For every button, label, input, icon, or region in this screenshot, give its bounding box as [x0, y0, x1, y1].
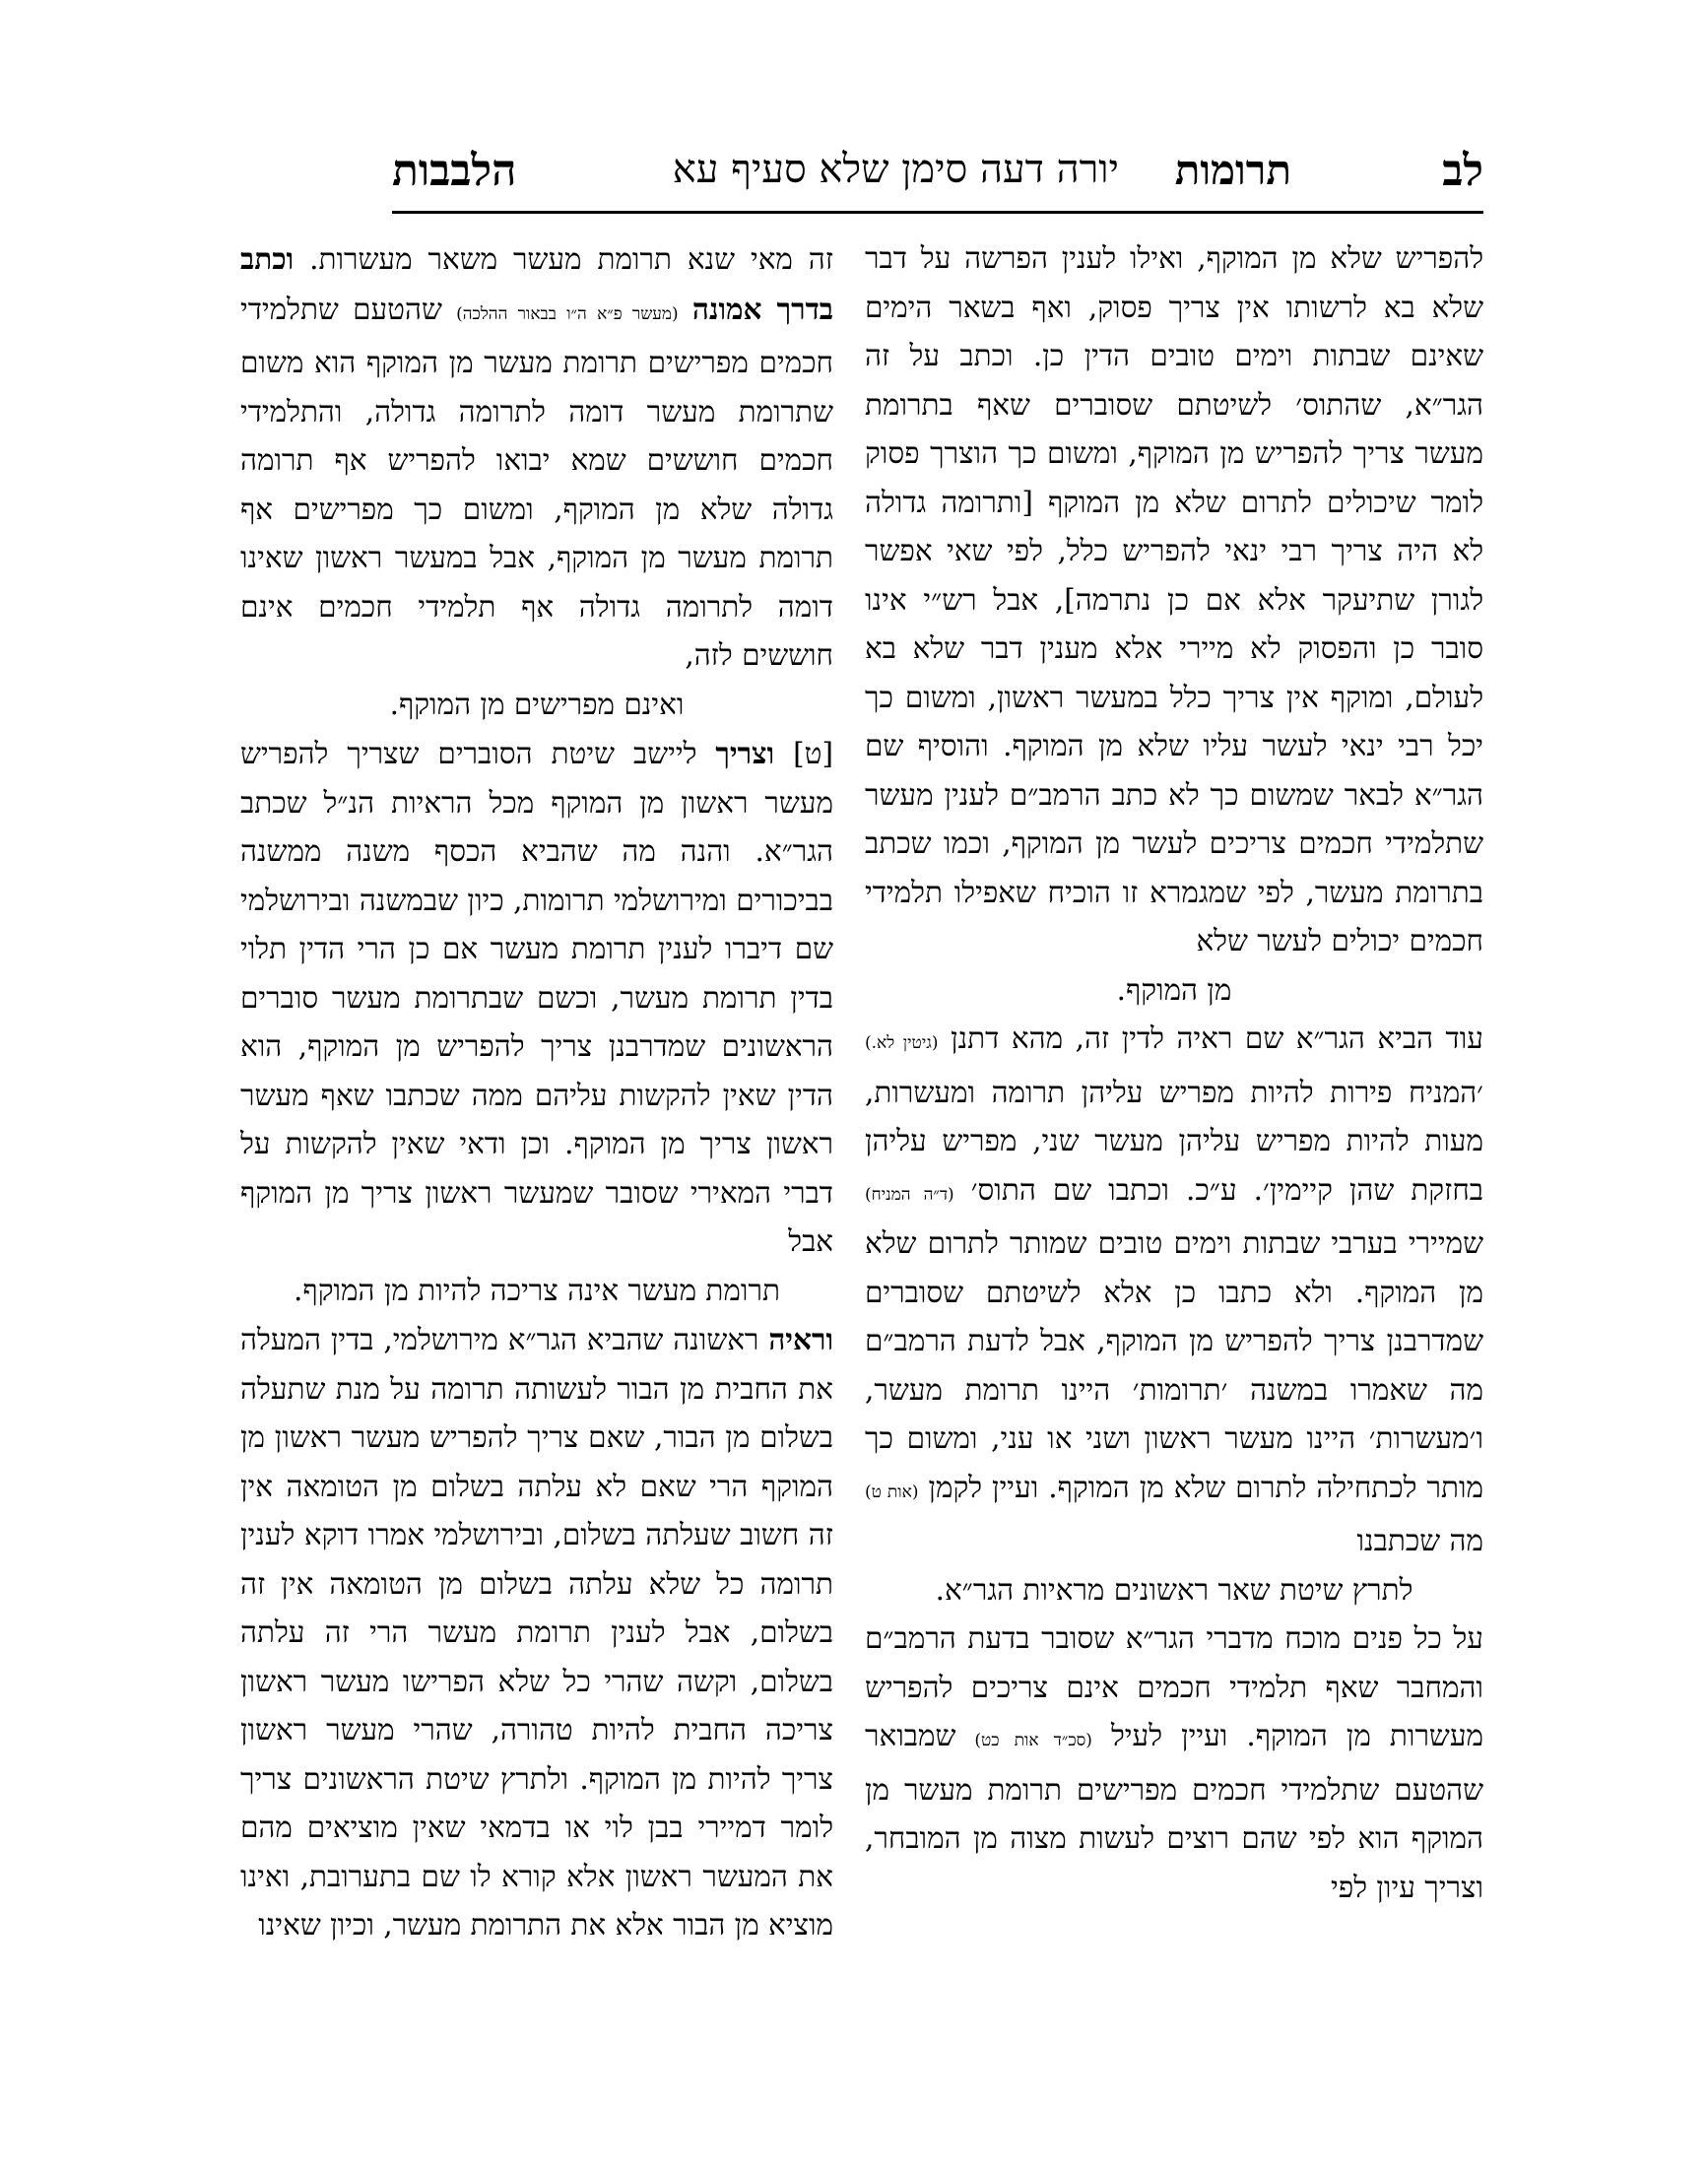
section-mark: [ט]	[793, 737, 833, 770]
paragraph-text: זה מאי שנא תרומת מעשר משאר מעשרות.	[309, 242, 833, 276]
left-paragraph-2	[240, 729, 833, 1267]
source-reference: (אות ט)	[865, 1482, 919, 1502]
right-paragraph-2-end: לתרץ שיטת שאר ראשונים מראיות הגר״א.	[935, 1572, 1413, 1607]
right-paragraph-1	[865, 234, 1483, 966]
paragraph-text: שמיירי בערבי שבתות וימים טובים שמותר לתרום שלא מן המוקף. ולא כתבו כן אלא לשיטתם שסוברים שמדרבנן צריך להפריש מן המוקף, אבל לדעת הרמב״ם מה שאמרו במשנה ׳תרומות׳ היינו תרומת מעשר, ו׳מעשרות׳ היינו מעשר ראשון ושני או עני, ומשום כך מותר לכתחילה לתרום שלא מן המוקף. ועיין לקמן	[865, 1226, 1483, 1504]
page-number: לב	[1442, 146, 1483, 196]
paragraph-text: שהטעם שתלמידי חכמים מפרישים תרומת מעשר מן המוקף הוא משום שתרומת מעשר דומה לתרומה גדולה, והתלמידי חכמים חוששים שמא יבואו להפריש אף תרומה גדולה שלא מן המוקף, ומשום כך מפרישים אף תרומת מעשר מן המוקף, אבל במעשר ראשון שאינו דומה לתרומה גדולה אף תלמידי חכמים אינם חוששים לזה,	[240, 292, 833, 672]
paragraph-text: שמבואר שהטעם שתלמידי חכמים מפרישים תרומת מעשר מן המוקף הוא לפי שהם רוצים לעשות מצוה מן המובחר, וצריך עיון לפי	[865, 1719, 1483, 1904]
left-paragraph-1	[240, 234, 833, 681]
lead-word: וכתב בדרך אמונה	[240, 241, 833, 326]
header-siman: יורה דעה סימן שלא סעיף עא	[672, 147, 1119, 192]
header-rule	[392, 211, 1483, 214]
paragraph-text: על כל פנים מוכח מדברי הגר״א שסובר בדעת הרמב״ם והמחבר שאף תלמידי חכמים אינם צריכים להפריש מעשרות מן המוקף. ועיין לעיל	[865, 1621, 1484, 1752]
paragraph-text: להפריש שלא מן המוקף, ואילו לענין הפרשה על דבר שלא בא לרשותו אין צריך פסוק, ואף בשאר הימים שאינם שבתות וימים טובים הדין כן. וכתב על זה הגר״א, שהתוס׳ לשיטתם שסוברים שאף בתרומת מעשר צריך להפריש מן המוקף, ומשום כך הוצרך פסוק לומר שיכולים לתרום שלא מן המוקף [ותרומה גדולה לא היה צריך רבי ינאי להפריש כלל, לפי שאי אפשר לגורן שתיעקר אלא אם כן נתרמה], אבל רש״י אינו סובר כן והפסוק לא מיירי אלא מענין דבר שלא בא לעולם, ומוקף אין צריך כלל במעשר ראשון, ומשום כך יכל רבי ינאי לעשר עליו שלא מן המוקף. והוסיף שם הגר״א לבאר שמשום כך לא כתב הרמב״ם לענין מעשר שתלמידי חכמים צריכים לעשר מן המוקף, וכמו שכתב בתרומת מעשר, לפי שמגמרא זו הוכיח שאפילו תלמידי חכמים יכולים לעשר שלא	[865, 241, 1483, 957]
paragraph-text: ׳המניח פירות להיות מפריש עליהן תרומה ומעשרות, מעות להיות מפריש עליהן מעשר שני, מפריש עליהן בחזקת שהן קיימין׳. ע״כ. וכתבו שם התוס׳	[865, 1075, 1483, 1207]
source-reference: (גיטין לא.)	[865, 1033, 939, 1053]
paragraph-text: ראשונה שהביא הגר״א מירושלמי, בדין המעלה את החבית מן הבור לעשותה תרומה על מנת שתעלה בשלום מן הבור, שאם צריך להפריש מעשר ראשון מן המוקף הרי שאם לא עלתה בשלום מן הטומאה אין זה חשוב שעלתה בשלום, ובירושלמי אמרו דוקא לענין תרומה כל שלא עלתה בשלום מן הטומאה אין זה בשלום, אבל לענין תרומת מעשר הרי זה עלתה בשלום, וקשה שהרי כל שלא הפרישו מעשר ראשון צריכה החבית להיות טהורה, שהרי מעשר ראשון צריך להיות מן המוקף. ולתרץ שיטת הראשונים צריך לומר דמיירי בבן לוי או בדמאי שאין מוציאים מהם את המעשר ראשון אלא קורא לו שם בתערובת, ואינו מוציא מן הבור אלא את התרומת מעשר, וכיון שאינו	[240, 1323, 833, 1942]
source-reference: (סכ״ד אות כט)	[974, 1731, 1092, 1750]
header-book-title: הלבבות	[392, 146, 517, 196]
paragraph-text: ליישב שיטת הסוברים שצריך להפריש מעשר ראשון מן המוקף מכל הראיות הנ״ל שכתב הגר״א. והנה מה שהביא הכסף משנה ממשנה בביכורים ומירושלמי תרומות, כיון שבמשנה ובירושלמי שם דיברו לענין תרומת מעשר אם כן הרי הדין תלוי בדין תרומת מעשר, וכשם שבתרומת מעשר סוברים הראשונים שמדרבנן צריך להפריש מן המוקף, הוא הדין שאין להקשות עליהם ממה שכתבו שאף מעשר ראשון צריך מן המוקף. וכן ודאי שאין להקשות על דברי המאירי שסובר שמעשר ראשון צריך מן המוקף אבל	[240, 737, 833, 1258]
lead-word: וצריך	[715, 736, 775, 770]
right-paragraph-2	[865, 1015, 1483, 1566]
lead-word: וראיה	[768, 1322, 833, 1356]
right-column	[865, 234, 1483, 1912]
left-paragraph-1-end: ואינם מפרישים מן המוקף.	[389, 687, 685, 721]
source-reference: (מעשר פ״א ה״ו בבאור ההלכה)	[456, 303, 679, 324]
left-paragraph-3	[240, 1315, 833, 1950]
running-header	[392, 146, 1483, 205]
header-topic: תרומות	[1174, 146, 1291, 194]
right-paragraph-3	[865, 1614, 1483, 1912]
left-paragraph-2-end: תרומת מעשר אינה צריכה להיות מן המוקף.	[294, 1273, 780, 1307]
paragraph-text: מה שכתבנו	[1356, 1524, 1483, 1557]
right-paragraph-1-end: מן המוקף.	[1116, 972, 1232, 1007]
paragraph-text: עוד הביא הגר״א שם ראיה לדין זה, מהא דתנן	[951, 1021, 1483, 1055]
source-reference: (ד״ה המניח)	[865, 1184, 954, 1205]
left-column	[240, 234, 833, 1950]
